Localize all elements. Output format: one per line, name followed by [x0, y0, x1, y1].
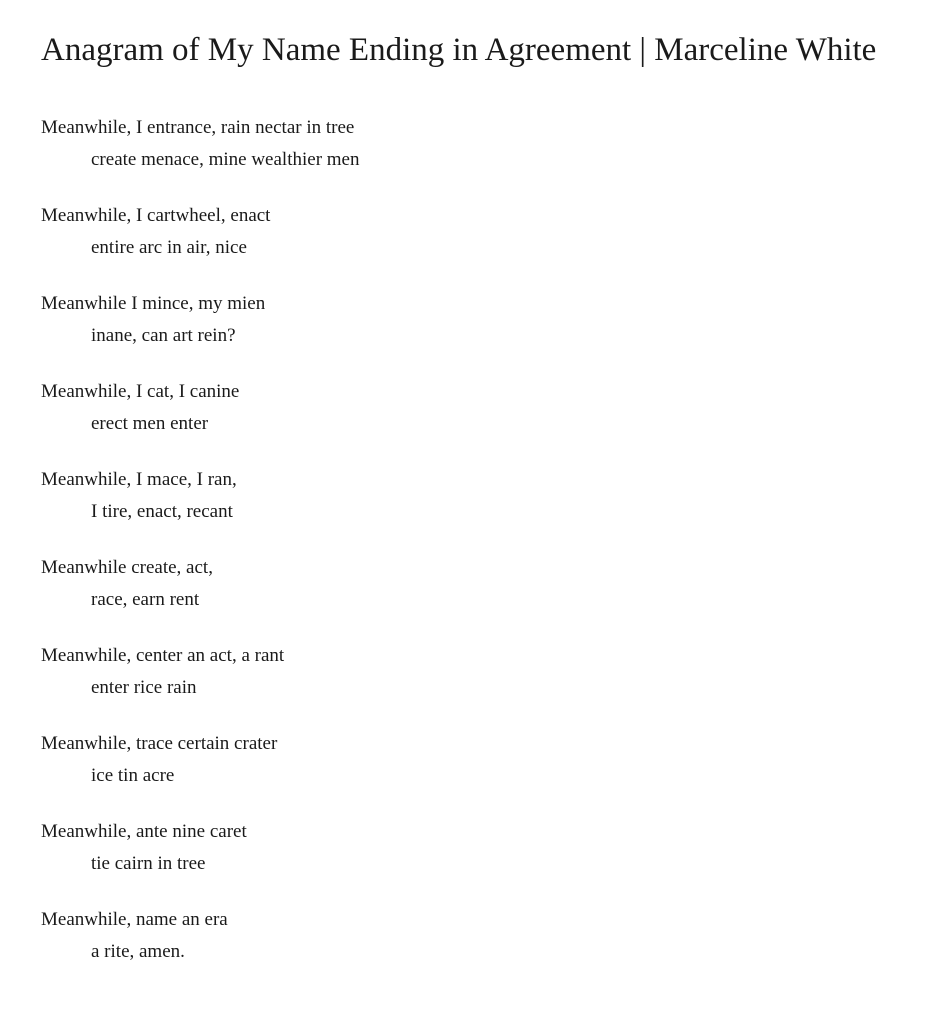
- stanza-line-indented: create menace, mine wealthier men: [91, 149, 360, 170]
- stanza-9: [41, 816, 941, 880]
- stanza-line: Meanwhile, I mace, I ran,: [41, 469, 237, 490]
- stanza-line: Meanwhile, I entrance, rain nectar in tree: [41, 117, 355, 138]
- stanza-line-indented: ice tin acre: [91, 765, 175, 786]
- stanza-8: [41, 728, 941, 792]
- poem-page: [41, 0, 941, 992]
- stanza-1: [41, 112, 941, 176]
- stanza-line: Meanwhile, trace certain crater: [41, 733, 278, 754]
- stanza-line: Meanwhile, center an act, a rant: [41, 645, 285, 666]
- stanza-2: [41, 200, 941, 264]
- stanza-4: [41, 376, 941, 440]
- stanza-line-indented: erect men enter: [91, 413, 209, 434]
- stanza-5: [41, 464, 941, 528]
- stanza-line-indented: tie cairn in tree: [91, 853, 206, 874]
- stanza-3: [41, 288, 941, 352]
- stanza-line: Meanwhile, I cat, I canine: [41, 381, 240, 402]
- stanza-line: Meanwhile, I cartwheel, enact: [41, 205, 271, 226]
- stanza-line-indented: race, earn rent: [91, 589, 200, 610]
- stanza-6: [41, 552, 941, 616]
- stanza-10: [41, 904, 941, 968]
- stanza-line-indented: inane, can art rein?: [91, 325, 236, 346]
- stanza-line: Meanwhile, name an era: [41, 909, 228, 930]
- stanza-line: Meanwhile, ante nine caret: [41, 821, 247, 842]
- stanza-line-indented: a rite, amen.: [91, 941, 185, 962]
- stanza-line: Meanwhile create, act,: [41, 557, 213, 578]
- stanza-line-indented: enter rice rain: [91, 677, 197, 698]
- stanza-line-indented: I tire, enact, recant: [91, 501, 233, 522]
- stanza-line-indented: entire arc in air, nice: [91, 237, 247, 258]
- page-title: Anagram of My Name Ending in Agreement | Marceline White: [41, 32, 877, 68]
- poem-body: [41, 112, 941, 968]
- stanza-7: [41, 640, 941, 704]
- stanza-line: Meanwhile I mince, my mien: [41, 293, 266, 314]
